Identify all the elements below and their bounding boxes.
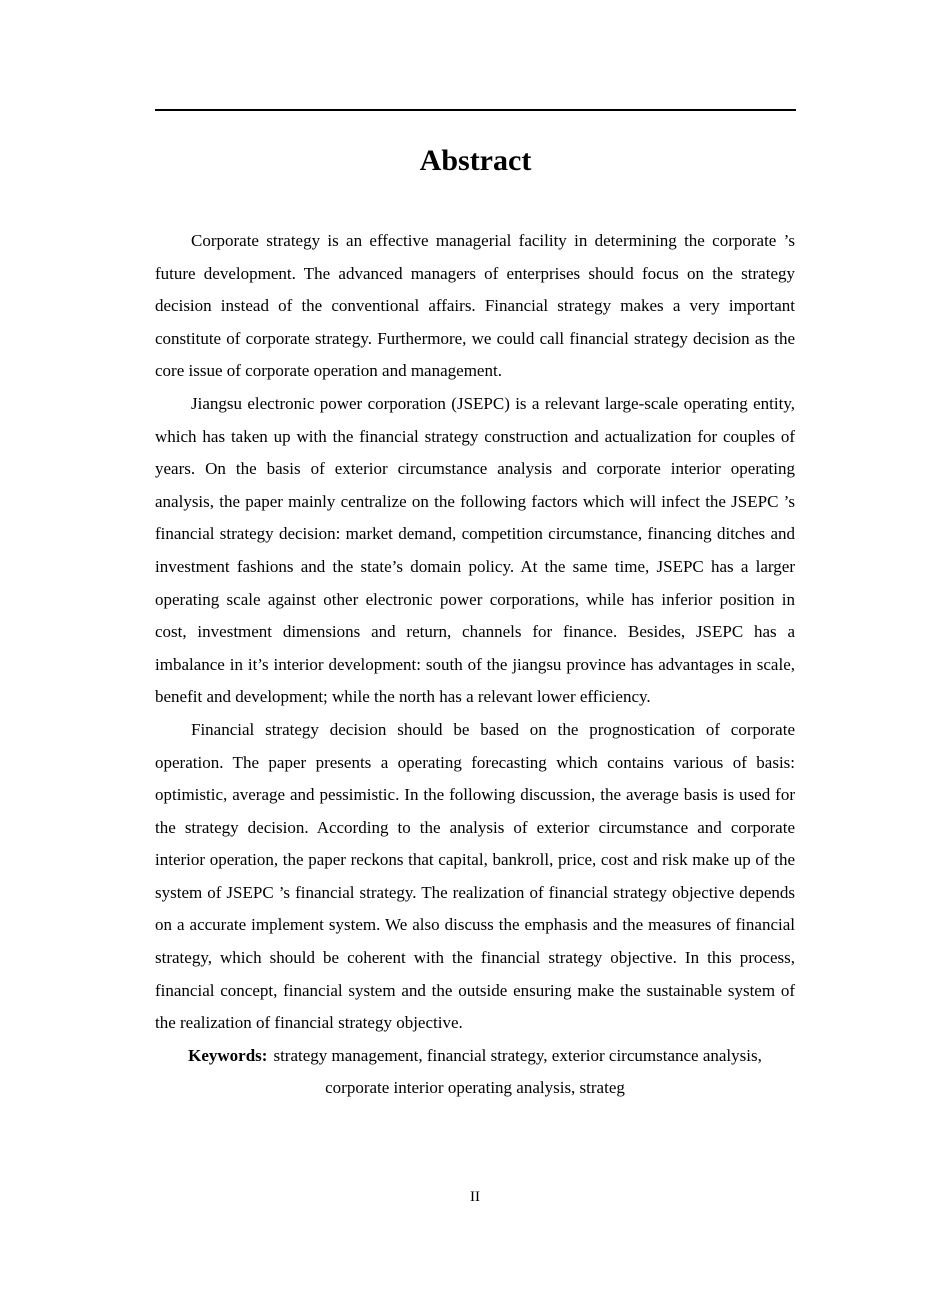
abstract-paragraph-3: Financial strategy decision should be based on the prognostication of corporate operation. The paper presents a operating forecasting which contains various of basis: optimistic, average and pessimistic. In the following discussion, the average basis is used for the strategy decision. According to the analysis of exterior circumstance and corporate interior operation, the paper reckons that capital, bankroll, price, cost and risk make up of the system of JSEPC ’s financial strategy. The realization of financial strategy objective depends on a accurate implement system. We also discuss the emphasis and the measures of financial strategy, which should be coherent with the financial strategy objective. In this process, financial concept, financial system and the outside ensuring make the sustainable system of the realization of financial strategy objective. [155,719,795,1033]
abstract-title: Abstract [419,144,532,177]
abstract-body [155,225,795,1105]
abstract-paragraph-2: Jiangsu electronic power corporation (JSEPC) is a relevant large-scale operating entity, which has taken up with the financial strategy construction and actualization for couples of years. On the basis of exterior circumstance analysis and corporate interior operating analysis, the paper mainly centralize on the following factors which will infect the JSEPC ’s financial strategy decision: market demand, competition circumstance, financing ditches and investment fashions and the state’s domain policy. At the same time, JSEPC has a larger operating scale against other electronic power corporations, while has inferior position in cost, investment dimensions and return, channels for finance. Besides, JSEPC has a imbalance in it’s interior development: south of the jiangsu province has advantages in scale, benefit and development; while the north has a relevant lower efficiency. [155,393,795,707]
keywords-text-line-1: strategy management, financial strategy, exterior circumstance analysis, [273,1045,762,1065]
page-number: II [470,1189,480,1205]
header-rule [155,109,796,111]
keywords-label: Keywords: [188,1045,268,1065]
keywords-line-1 [155,1040,795,1073]
keywords-line-2: corporate interior operating analysis, strateg [325,1078,625,1098]
abstract-paragraph-1: Corporate strategy is an effective managerial facility in determining the corporate ’s future development. The advanced managers of enterprises should focus on the strategy decision instead of the conventional affairs. Financial strategy makes a very important constitute of corporate strategy. Furthermore, we could call financial strategy decision as the core issue of corporate operation and management. [155,231,795,381]
keywords-block [155,1040,795,1105]
